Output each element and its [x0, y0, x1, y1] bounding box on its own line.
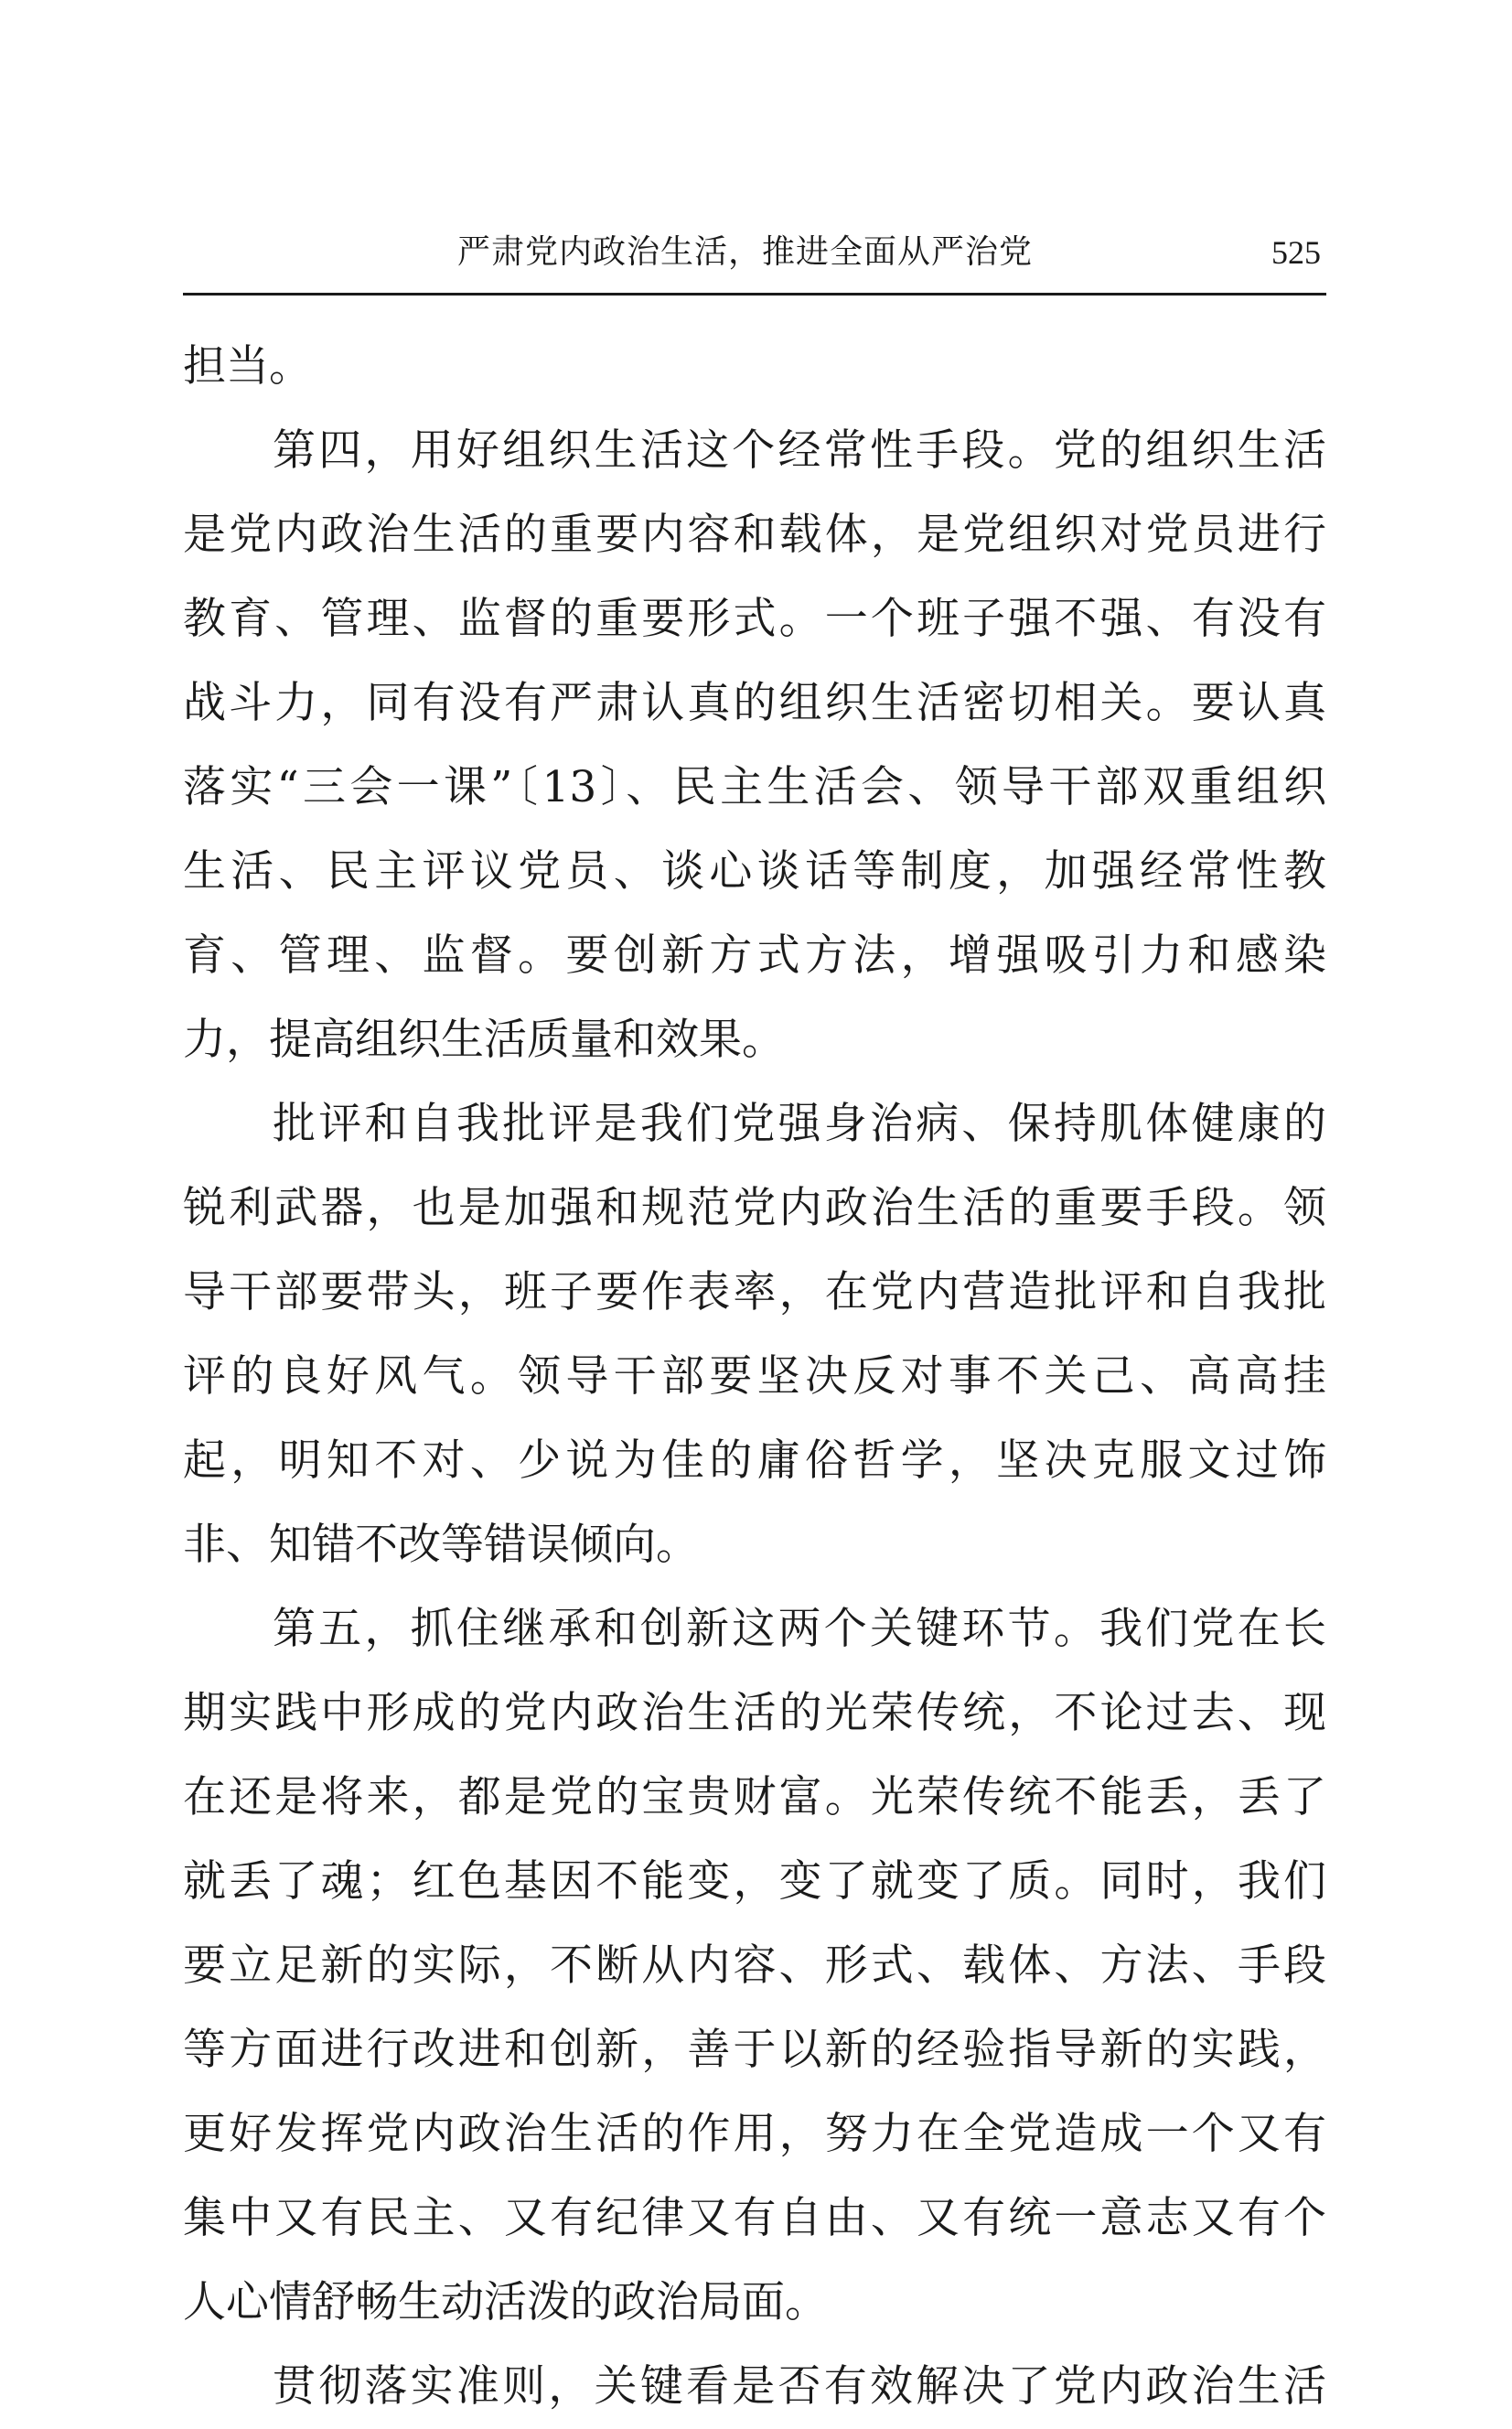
running-head [183, 227, 1326, 282]
text-line: 在还是将来，都是党的宝贵财富。光荣传统不能丢，丢了 [183, 1772, 1326, 1822]
text-line: 是党内政治生活的重要内容和载体，是党组织对党员进行 [183, 510, 1326, 560]
text-line: 生活、民主评议党员、谈心谈话等制度，加强经常性教 [183, 846, 1326, 897]
text-line: 锐利武器，也是加强和规范党内政治生活的重要手段。领 [183, 1183, 1326, 1233]
header-rule [183, 293, 1326, 296]
text-line: 起，明知不对、少说为佳的庸俗哲学，坚决克服文过饰 [183, 1435, 1326, 1486]
text-line: 战斗力，同有没有严肃认真的组织生活密切相关。要认真 [183, 678, 1326, 728]
text-line: 落实“三会一课”〔13〕、民主生活会、领导干部双重组织 [183, 762, 1326, 812]
text-line: 非、知错不改等错误倾向。 [183, 1520, 699, 1570]
text-line: 更好发挥党内政治生活的作用，努力在全党造成一个又有 [183, 2109, 1326, 2159]
text-line: 教育、管理、监督的重要形式。一个班子强不强、有没有 [183, 594, 1326, 644]
text-line: 第四，用好组织生活这个经常性手段。党的组织生活 [273, 425, 1326, 476]
text-line: 期实践中形成的党内政治生活的光荣传统，不论过去、现 [183, 1688, 1326, 1738]
text-line: 担当。 [183, 341, 312, 392]
text-line: 育、管理、监督。要创新方式方法，增强吸引力和感染 [183, 930, 1326, 981]
running-title: 严肃党内政治生活，推进全面从严治党 [457, 233, 1034, 271]
text-line: 力，提高组织生活质量和效果。 [183, 1015, 785, 1065]
body-text [183, 325, 1326, 2429]
text-line: 评的良好风气。领导干部要坚决反对事不关己、高高挂 [183, 1351, 1326, 1402]
text-line: 贯彻落实准则，关键看是否有效解决了党内政治生活 [273, 2361, 1326, 2412]
text-line: 人心情舒畅生动活泼的政治局面。 [183, 2277, 828, 2327]
text-line: 就丢了魂；红色基因不能变，变了就变了质。同时，我们 [183, 1856, 1326, 1907]
text-line: 要立足新的实际，不断从内容、形式、载体、方法、手段 [183, 1940, 1326, 1991]
text-line: 导干部要带头，班子要作表率，在党内营造批评和自我批 [183, 1267, 1326, 1317]
text-line: 批评和自我批评是我们党强身治病、保持肌体健康的 [273, 1099, 1326, 1149]
text-line: 等方面进行改进和创新，善于以新的经验指导新的实践， [183, 2025, 1326, 2075]
text-line: 第五，抓住继承和创新这两个关键环节。我们党在长 [273, 1604, 1326, 1654]
text-line: 集中又有民主、又有纪律又有自由、又有统一意志又有个 [183, 2193, 1326, 2243]
page-number: 525 [1271, 234, 1321, 271]
